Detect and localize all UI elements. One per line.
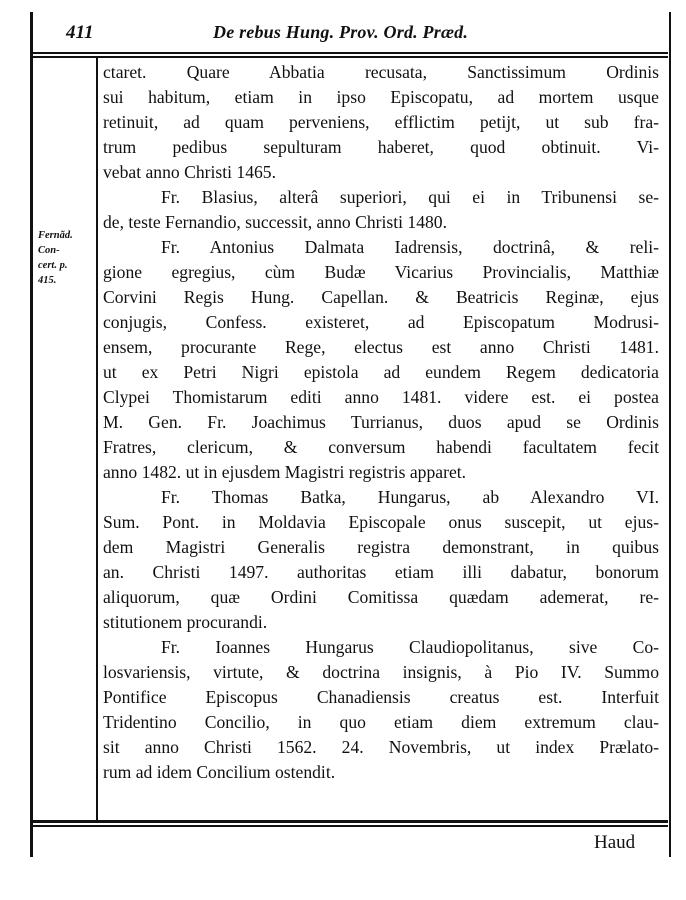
text-line: Fr. Antonius Dalmata Iadrensis, doctrinâ, & reli-: [161, 237, 659, 257]
margin-note: [38, 228, 92, 288]
text-line: ut ex Petri Nigri epistola ad eundem Regem dedicatoria: [103, 362, 659, 382]
margin-note-line: cert. p.: [38, 260, 68, 271]
text-line: rum ad idem Concilium ostendit.: [103, 762, 336, 782]
text-line: sui habitum, etiam in ipso Episcopatu, ad mortem usque: [103, 87, 659, 107]
text-line: trum pedibus sepulturam haberet, quod obtinuit. Vi-: [103, 137, 659, 157]
catchword: Haud: [594, 832, 636, 853]
footer-rule-inner: [32, 825, 668, 827]
text-line: Pontifice Episcopus Chanadiensis creatus est. Interfuit: [103, 687, 659, 707]
text-line: Corvini Regis Hung. Capellan. & Beatricis Reginæ, ejus: [103, 287, 659, 307]
text-line: Clypei Thomistarum editi anno 1481. videre est. ei postea: [103, 387, 659, 407]
text-line: dem Magistri Generalis registra demonstrant, in quibus: [103, 537, 659, 557]
text-line: conjugis, Confess. existeret, ad Episcopatum Modrusi-: [103, 312, 659, 332]
text-line: de, teste Fernandio, successit, anno Christi 1480.: [103, 212, 447, 232]
margin-rule: [96, 58, 98, 820]
text-line: stitutionem procurandi.: [103, 612, 268, 632]
text-line: Sum. Pont. in Moldavia Episcopale onus suscepit, ut ejus-: [103, 512, 659, 532]
text-line: vebat anno Christi 1465.: [103, 162, 276, 182]
body-text: [103, 60, 659, 785]
text-line: sit anno Christi 1562. 24. Novembris, ut index Prælato-: [103, 737, 659, 757]
margin-note-line: 415.: [38, 275, 57, 286]
text-line: an. Christi 1497. authoritas etiam illi dabatur, bonorum: [103, 562, 659, 582]
footer-rule: [32, 820, 668, 823]
margin-note-line: Con-: [38, 245, 60, 256]
header-rule: [30, 52, 668, 54]
text-line: Fr. Thomas Batka, Hungarus, ab Alexandro VI.: [161, 487, 659, 507]
text-line: ensem, procurante Rege, electus est anno Christi 1481.: [103, 337, 659, 357]
text-line: ctaret. Quare Abbatia recusata, Sanctissimum Ordinis: [103, 62, 659, 82]
margin-note-line: Fernãd.: [38, 230, 73, 241]
text-line: M. Gen. Fr. Joachimus Turrianus, duos apud se Ordinis: [103, 412, 659, 432]
text-line: Fr. Blasius, alterâ superiori, qui ei in Tribunensi se-: [161, 187, 659, 207]
page-number: 411: [66, 22, 94, 43]
text-line: aliquorum, quæ Ordini Comitissa quædam ademerat, re-: [103, 587, 659, 607]
text-line: retinuit, ad quam perveniens, efflictim petijt, ut sub fra-: [103, 112, 659, 132]
text-line: losvariensis, virtute, & doctrina insignis, à Pio IV. Summo: [103, 662, 659, 682]
text-line: Fr. Ioannes Hungarus Claudiopolitanus, sive Co-: [161, 637, 659, 657]
text-line: Fratres, clericum, & conversum habendi facultatem fecit: [103, 437, 659, 457]
text-line: Tridentino Concilio, in quo etiam diem extremum clau-: [103, 712, 659, 732]
text-line: gione egregius, cùm Budæ Vicarius Provincialis, Matthiæ: [103, 262, 659, 282]
text-line: anno 1482. ut in ejusdem Magistri registris apparet.: [103, 462, 467, 482]
running-title: De rebus Hung. Prov. Ord. Præd.: [213, 22, 469, 42]
header-rule-inner: [30, 56, 668, 58]
